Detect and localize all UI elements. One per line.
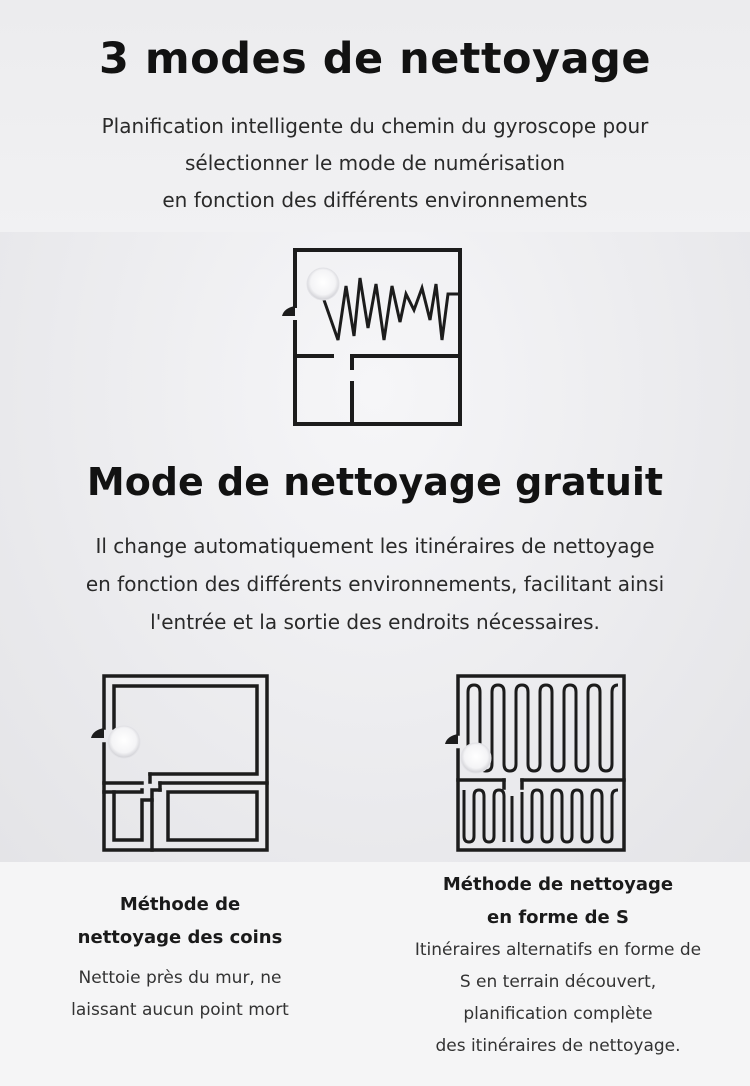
description-line: l'entrée et la sortie des endroits nécessaires. (150, 610, 600, 634)
header-subtitle (40, 108, 710, 219)
s-mode-title (398, 868, 718, 934)
title-line: en forme de S (487, 907, 629, 928)
door-icon (282, 306, 295, 316)
title-line: Méthode de (119, 894, 241, 915)
description-line: Nettoie près du mur, ne (78, 968, 282, 988)
description-line: planification complète (463, 1004, 653, 1024)
robot-vacuum-icon (307, 268, 339, 300)
title-line: nettoyage des coins (77, 927, 283, 948)
corner-mode-description (30, 962, 330, 1026)
description-line: S en terrain découvert, (459, 972, 657, 992)
corner-mode-title (40, 888, 320, 954)
title-line: Méthode de nettoyage (442, 874, 674, 895)
subtitle-line: Planification intelligente du chemin du gyroscope pour (101, 114, 649, 138)
corner-path-floorplan-icon (88, 672, 273, 854)
free-mode-description (30, 527, 720, 641)
subtitle-line: sélectionner le mode de numérisation (184, 151, 565, 175)
free-mode-title: Mode de nettoyage gratuit (86, 460, 664, 504)
description-line: Il change automatiquement les itinéraires de nettoyage (95, 534, 655, 558)
subtitle-line: en fonction des différents environnements (162, 188, 588, 212)
free-path-floorplan-icon (280, 248, 470, 430)
description-line: des itinéraires de nettoyage. (435, 1036, 681, 1056)
s-mode-description (390, 934, 726, 1062)
description-line: laissant aucun point mort (71, 1000, 289, 1020)
page-title: 3 modes de nettoyage (98, 34, 652, 84)
door-icon (445, 734, 458, 744)
robot-vacuum-icon (461, 743, 491, 773)
robot-vacuum-icon (108, 726, 140, 758)
s-path-floorplan-icon (442, 672, 628, 854)
door-icon (91, 728, 104, 738)
description-line: Itinéraires alternatifs en forme de (414, 940, 702, 960)
description-line: en fonction des différents environnements, facilitant ainsi (85, 572, 665, 596)
